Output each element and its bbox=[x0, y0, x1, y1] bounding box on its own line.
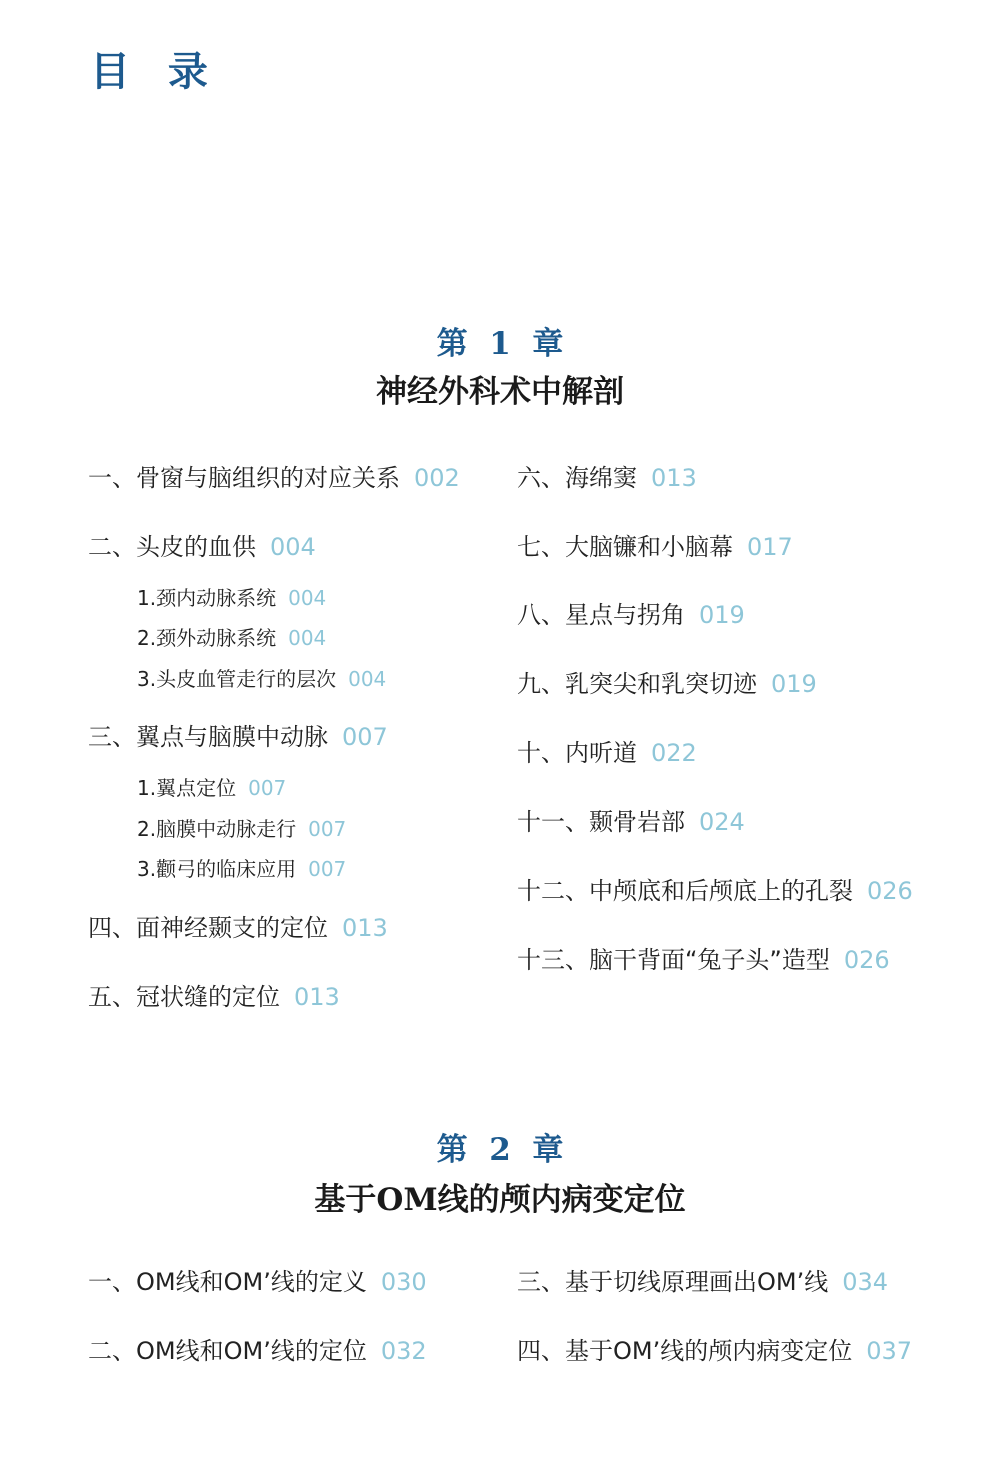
entry-page-number: 002 bbox=[414, 464, 460, 492]
toc-entry-1-1[interactable] bbox=[88, 462, 460, 494]
entry-text: 3.颧弓的临床应用 bbox=[137, 857, 297, 881]
toc-subentry-1-2-3[interactable] bbox=[137, 665, 386, 693]
entry-text: 十、内听道 bbox=[517, 739, 637, 767]
entry-page-number: 032 bbox=[380, 1337, 427, 1365]
entry-text: 二、OM线和OM’线的定位 bbox=[88, 1337, 367, 1365]
entry-text: 十一、颞骨岩部 bbox=[517, 808, 685, 836]
entry-page-number: 030 bbox=[380, 1268, 427, 1296]
entry-text: 十三、脑干背面“兔子头”造型 bbox=[517, 946, 830, 974]
toc-entry-1-13[interactable] bbox=[517, 944, 890, 976]
toc-entry-1-5[interactable] bbox=[88, 981, 340, 1013]
entry-page-number: 007 bbox=[342, 723, 388, 751]
toc-subentry-1-3-3[interactable] bbox=[137, 855, 346, 883]
entry-page-number: 026 bbox=[867, 877, 913, 905]
toc-entry-1-7[interactable] bbox=[517, 531, 793, 563]
entry-text: 四、面神经颞支的定位 bbox=[88, 914, 328, 942]
entry-text: 四、基于OM’线的颅内病变定位 bbox=[517, 1337, 853, 1365]
entry-page-number: 037 bbox=[866, 1337, 913, 1365]
entry-page-number: 034 bbox=[842, 1268, 889, 1296]
toc-entry-1-10[interactable] bbox=[517, 737, 697, 769]
entry-page-number: 013 bbox=[651, 464, 697, 492]
toc-entry-1-2[interactable] bbox=[88, 531, 316, 563]
entry-page-number: 004 bbox=[348, 667, 387, 691]
entry-page-number: 024 bbox=[699, 808, 745, 836]
entry-text: 三、翼点与脑膜中动脉 bbox=[88, 723, 328, 751]
entry-text: 1.翼点定位 bbox=[137, 776, 237, 800]
chapter-1-number: 第 1 章 bbox=[436, 326, 564, 362]
entry-text: 三、基于切线原理画出OM’线 bbox=[517, 1268, 829, 1296]
entry-page-number: 017 bbox=[747, 533, 793, 561]
chapter-2-number: 第 2 章 bbox=[436, 1132, 564, 1168]
entry-text: 2.脑膜中动脉走行 bbox=[137, 817, 297, 841]
entry-text: 3.头皮血管走行的层次 bbox=[137, 667, 337, 691]
entry-page-number: 013 bbox=[342, 914, 388, 942]
entry-text: 五、冠状缝的定位 bbox=[88, 983, 280, 1011]
entry-text: 1.颈内动脉系统 bbox=[137, 586, 277, 610]
entry-page-number: 007 bbox=[308, 817, 347, 841]
toc-entry-2-3[interactable] bbox=[517, 1266, 888, 1298]
chapter-2-title: 基于OM线的颅内病变定位 bbox=[314, 1182, 686, 1218]
entry-page-number: 007 bbox=[308, 857, 347, 881]
entry-page-number: 013 bbox=[294, 983, 340, 1011]
entry-text: 八、星点与拐角 bbox=[517, 601, 685, 629]
toc-entry-2-2[interactable] bbox=[88, 1335, 427, 1367]
toc-entry-1-6[interactable] bbox=[517, 462, 697, 494]
toc-entry-1-3[interactable] bbox=[88, 721, 388, 753]
toc-subentry-1-2-1[interactable] bbox=[137, 584, 326, 612]
toc-entry-1-9[interactable] bbox=[517, 668, 817, 700]
entry-page-number: 026 bbox=[843, 946, 890, 974]
entry-text: 六、海绵窦 bbox=[517, 464, 637, 492]
entry-page-number: 019 bbox=[771, 670, 817, 698]
toc-entry-1-11[interactable] bbox=[517, 806, 745, 838]
toc-entry-1-4[interactable] bbox=[88, 912, 388, 944]
toc-entry-2-4[interactable] bbox=[517, 1335, 912, 1367]
entry-text: 一、OM线和OM’线的定义 bbox=[88, 1268, 367, 1296]
entry-text: 十二、中颅底和后颅底上的孔裂 bbox=[517, 877, 853, 905]
entry-text: 2.颈外动脉系统 bbox=[137, 626, 277, 650]
toc-entry-2-1[interactable] bbox=[88, 1266, 427, 1298]
entry-text: 二、头皮的血供 bbox=[88, 533, 256, 561]
entry-page-number: 004 bbox=[288, 626, 327, 650]
chapter-1-title: 神经外科术中解剖 bbox=[376, 374, 624, 410]
toc-title: 目 录 bbox=[90, 49, 220, 95]
toc-subentry-1-3-1[interactable] bbox=[137, 774, 286, 802]
entry-text: 七、大脑镰和小脑幕 bbox=[517, 533, 733, 561]
entry-page-number: 022 bbox=[651, 739, 697, 767]
toc-subentry-1-2-2[interactable] bbox=[137, 624, 326, 652]
entry-page-number: 007 bbox=[248, 776, 287, 800]
entry-text: 九、乳突尖和乳突切迹 bbox=[517, 670, 757, 698]
toc-subentry-1-3-2[interactable] bbox=[137, 815, 346, 843]
toc-entry-1-12[interactable] bbox=[517, 875, 913, 907]
entry-page-number: 019 bbox=[699, 601, 745, 629]
entry-page-number: 004 bbox=[288, 586, 327, 610]
entry-page-number: 004 bbox=[270, 533, 316, 561]
toc-entry-1-8[interactable] bbox=[517, 599, 745, 631]
entry-text: 一、骨窗与脑组织的对应关系 bbox=[88, 464, 400, 492]
